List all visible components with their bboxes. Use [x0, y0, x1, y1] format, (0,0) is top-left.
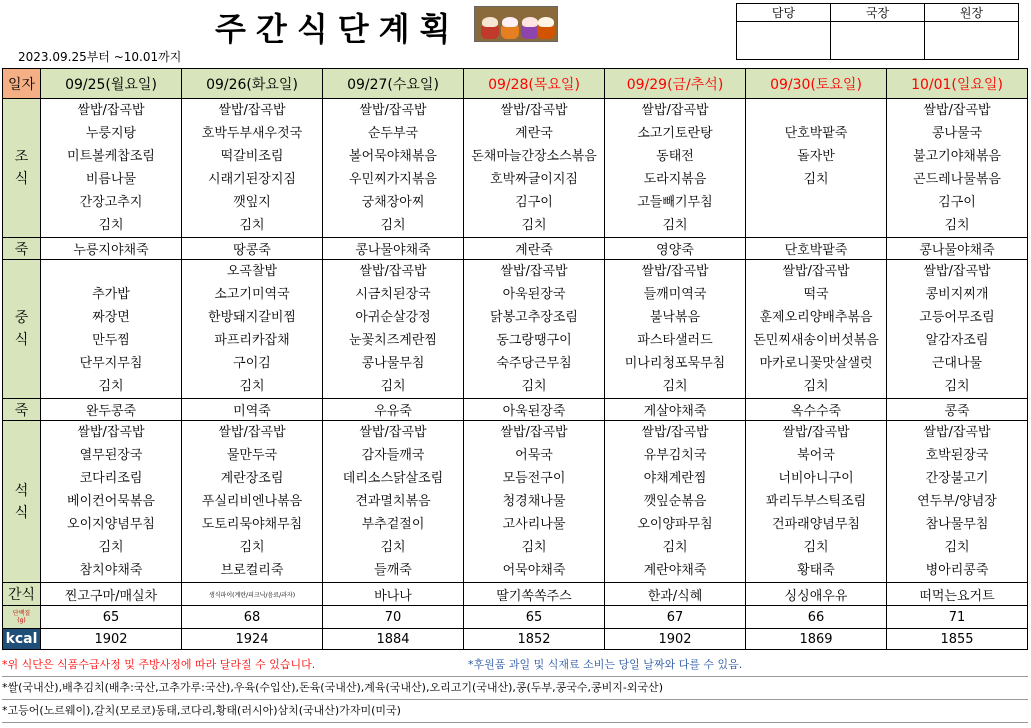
menu-item: 쌀밥/잡곡밥 [359, 425, 427, 440]
porridge-label: 죽 [3, 238, 41, 260]
menu-item: 참치야채죽 [79, 563, 143, 578]
menu-item: 쌀밥/잡곡밥 [500, 103, 568, 118]
menu-item: 김치 [239, 379, 265, 394]
menu-item: 소고기미역국 [214, 287, 290, 302]
day-header: 09/26(화요일) [182, 69, 323, 99]
lunch-cell [464, 260, 605, 399]
menu-item: 불낙볶음 [649, 310, 701, 325]
menu-item: 불고기야채볶음 [913, 149, 1001, 164]
menu-item: 쌀밥/잡곡밥 [77, 425, 145, 440]
approval-label: 담당 [737, 4, 831, 22]
menu-item: 쌀밥/잡곡밥 [359, 264, 427, 279]
note-row [2, 654, 1028, 677]
snack-cell: 생식파이(계란/피크닉/음료/과자) [182, 583, 323, 606]
menu-item: 김치 [98, 379, 124, 394]
dinner-cell [182, 421, 323, 583]
breakfast-label: 조 식 [3, 99, 41, 238]
dinner-cell [464, 421, 605, 583]
porridge-cell: 게살야채죽 [605, 399, 746, 421]
snack-cell: 찐고구마/매실차 [41, 583, 182, 606]
menu-item: 근대나물 [931, 356, 983, 371]
menu-item: 단호박팥죽 [784, 126, 848, 141]
menu-item: 떡국 [803, 287, 829, 302]
lunch-cell [41, 260, 182, 399]
protein-row [3, 606, 1028, 629]
menu-item: 떡갈비조림 [220, 149, 284, 164]
note-origin-fish: *고등어(노르웨이),갈치(모로코)동태,코다리,황태(러시아)삼치(국내산)가자미(미국) [2, 704, 401, 717]
porridge-cell: 미역죽 [182, 399, 323, 421]
menu-item: 닭봉고추장조림 [490, 310, 578, 325]
menu-item: 아귀순살강정 [355, 310, 431, 325]
menu-item: 푸실리비엔나볶음 [201, 494, 303, 509]
menu-item: 아욱된장국 [502, 287, 566, 302]
menu-item: 쌀밥/잡곡밥 [359, 103, 427, 118]
menu-item: 쌀밥/잡곡밥 [923, 103, 991, 118]
menu-item: 만두찜 [92, 333, 130, 348]
menu-item: 병아리콩죽 [925, 563, 989, 578]
menu-item: 김구이 [515, 195, 553, 210]
snack-cell: 싱싱애우유 [746, 583, 887, 606]
menu-item: 콩비지찌개 [925, 287, 989, 302]
note-row [2, 700, 1028, 723]
snack-cell: 떠먹는요거트 [887, 583, 1028, 606]
menu-item: 김치 [521, 218, 547, 233]
protein-cell: 70 [323, 606, 464, 629]
menu-item [746, 214, 886, 237]
porridge-cell: 아욱된장죽 [464, 399, 605, 421]
menu-item: 소고기토란탕 [637, 126, 713, 141]
signature-box[interactable] [737, 22, 831, 60]
date-range: 2023.09.25부터 ~10.01까지 [18, 50, 182, 64]
kcal-row [3, 629, 1028, 650]
menu-item: 깻잎지 [233, 195, 271, 210]
note-row [2, 677, 1028, 700]
menu-item: 김치 [521, 379, 547, 394]
porridge-row [3, 238, 1028, 260]
menu-item: 볼어묵야채볶음 [349, 149, 437, 164]
menu-item: 어묵국 [515, 448, 553, 463]
menu-item: 도토리묵야채무침 [201, 517, 303, 532]
menu-item: 짜장면 [92, 310, 130, 325]
lunch-row [3, 260, 1028, 399]
menu-item: 호박된장국 [925, 448, 989, 463]
menu-item: 김치 [662, 218, 688, 233]
day-header: 09/27(수요일) [323, 69, 464, 99]
menu-item: 간장고추지 [79, 195, 143, 210]
snack-label: 간식 [3, 583, 41, 606]
porridge-cell: 우유죽 [323, 399, 464, 421]
page-title: 주간식단계획 [215, 10, 461, 48]
breakfast-cell [182, 99, 323, 238]
menu-item: 물만두국 [226, 448, 278, 463]
dinner-cell [605, 421, 746, 583]
protein-cell: 66 [746, 606, 887, 629]
kcal-cell: 1924 [182, 629, 323, 650]
menu-item: 어묵야채죽 [502, 563, 566, 578]
menu-item: 구이김 [233, 356, 271, 371]
porridge-cell: 땅콩죽 [182, 238, 323, 260]
menu-item: 누룽지탕 [85, 126, 137, 141]
menu-item: 브로컬리죽 [220, 563, 284, 578]
signature-box[interactable] [925, 22, 1019, 60]
porridge-cell: 단호박팥죽 [746, 238, 887, 260]
kcal-label: kcal [3, 629, 41, 650]
menu-item: 쌀밥/잡곡밥 [641, 264, 709, 279]
menu-item: 비름나물 [85, 172, 137, 187]
porridge-row [3, 399, 1028, 421]
menu-item: 유부김치국 [643, 448, 707, 463]
porridge-cell: 옥수수죽 [746, 399, 887, 421]
protein-cell: 65 [41, 606, 182, 629]
porridge-cell: 완두콩죽 [41, 399, 182, 421]
menu-item: 단무지무침 [79, 356, 143, 371]
dinner-cell [41, 421, 182, 583]
menu-item [41, 260, 181, 283]
menu-item: 계란국 [515, 126, 553, 141]
menu-item: 콩나물국 [931, 126, 983, 141]
menu-item: 우민찌가지볶음 [349, 172, 437, 187]
menu-item: 김치 [944, 218, 970, 233]
menu-item: 김치 [944, 540, 970, 555]
menu-item: 호박두부새우젓국 [201, 126, 303, 141]
menu-item: 동그랑땡구이 [496, 333, 572, 348]
kcal-cell: 1902 [41, 629, 182, 650]
approval-label: 원장 [925, 4, 1019, 22]
porridge-cell: 계란죽 [464, 238, 605, 260]
header [0, 0, 1031, 68]
menu-item: 쌀밥/잡곡밥 [782, 264, 850, 279]
menu-item: 깻잎순볶음 [643, 494, 707, 509]
menu-item: 쌀밥/잡곡밥 [782, 425, 850, 440]
menu-item: 김치 [98, 218, 124, 233]
dinner-cell [323, 421, 464, 583]
menu-item: 오곡찰밥 [226, 264, 278, 279]
menu-item: 열무된장국 [79, 448, 143, 463]
breakfast-cell [41, 99, 182, 238]
menu-item: 동태전 [656, 149, 694, 164]
kcal-cell: 1852 [464, 629, 605, 650]
menu-item: 김치 [944, 379, 970, 394]
menu-item: 쌀밥/잡곡밥 [218, 103, 286, 118]
menu-item: 김치 [803, 172, 829, 187]
menu-item: 연두부/양념장 [917, 494, 997, 509]
porridge-label: 죽 [3, 399, 41, 421]
dinner-cell [746, 421, 887, 583]
lunch-label: 중 식 [3, 260, 41, 399]
menu-item: 김치 [98, 540, 124, 555]
menu-item: 쌀밥/잡곡밥 [77, 103, 145, 118]
menu-item: 감자들깨국 [361, 448, 425, 463]
menu-item: 김치 [803, 379, 829, 394]
menu-item: 돈민찌새송이버섯볶음 [753, 333, 879, 348]
menu-item: 황태죽 [797, 563, 835, 578]
menu-item: 쌀밥/잡곡밥 [641, 103, 709, 118]
menu-item: 호박짜글이지짐 [490, 172, 578, 187]
menu-item: 모듬전구이 [502, 471, 566, 486]
protein-cell: 68 [182, 606, 323, 629]
menu-item: 김치 [239, 540, 265, 555]
breakfast-row [3, 99, 1028, 238]
menu-item: 코다리조림 [79, 471, 143, 486]
menu-item: 김치 [662, 540, 688, 555]
menu-item: 한방돼지갈비찜 [208, 310, 296, 325]
protein-cell: 71 [887, 606, 1028, 629]
menu-item: 곤드레나물볶음 [913, 172, 1001, 187]
breakfast-cell [605, 99, 746, 238]
signature-box[interactable] [831, 22, 925, 60]
menu-item: 김치 [239, 218, 265, 233]
dinner-label: 석 식 [3, 421, 41, 583]
lunch-cell [182, 260, 323, 399]
menu-item: 미트볼케찹조림 [67, 149, 155, 164]
kcal-cell: 1869 [746, 629, 887, 650]
menu-item: 김치 [380, 540, 406, 555]
menu-item: 알감자조림 [925, 333, 989, 348]
menu-item: 콩나물무침 [361, 356, 425, 371]
day-header: 09/29(금/추석) [605, 69, 746, 99]
menu-item: 돈채마늘간장소스볶음 [471, 149, 597, 164]
porridge-cell: 영양죽 [605, 238, 746, 260]
note-disclaimer: *위 식단은 식품수급사정 및 주방사정에 따라 달라질 수 있습니다. [2, 658, 316, 671]
menu-item: 오이지양념무침 [67, 517, 155, 532]
menu-item: 눈꽃치즈계란찜 [349, 333, 437, 348]
snack-row [3, 583, 1028, 606]
lunch-cell [605, 260, 746, 399]
menu-item: 계란장조림 [220, 471, 284, 486]
menu-item: 참나물무침 [925, 517, 989, 532]
breakfast-cell [746, 99, 887, 238]
menu-item: 들깨미역국 [643, 287, 707, 302]
snack-cell: 딸기쏙쏙주스 [464, 583, 605, 606]
menu-item: 돌자반 [797, 149, 835, 164]
porridge-cell: 누릉지야채죽 [41, 238, 182, 260]
dinner-row [3, 421, 1028, 583]
dinner-cell [887, 421, 1028, 583]
snack-cell: 한과/식혜 [605, 583, 746, 606]
menu-item: 파프리카잡채 [214, 333, 290, 348]
menu-item: 야채계란찜 [643, 471, 707, 486]
porridge-cell: 콩나물야채죽 [323, 238, 464, 260]
menu-item: 너비아니구이 [778, 471, 854, 486]
menu-item: 꽈리두부스틱조림 [765, 494, 867, 509]
menu-item [746, 191, 886, 214]
breakfast-cell [464, 99, 605, 238]
menu-item: 고들빼기무침 [637, 195, 713, 210]
menu-item: 훈제오리양배추볶음 [759, 310, 873, 325]
day-header: 09/30(토요일) [746, 69, 887, 99]
lunch-cell [323, 260, 464, 399]
header-row [3, 69, 1028, 99]
kcal-cell: 1884 [323, 629, 464, 650]
menu-item: 계란야채죽 [643, 563, 707, 578]
menu-item: 들깨죽 [374, 563, 412, 578]
menu-item: 고등어무조림 [919, 310, 995, 325]
menu-item: 견과멸치볶음 [355, 494, 431, 509]
menu-item: 쌀밥/잡곡밥 [500, 264, 568, 279]
menu-item: 데리소스닭살조림 [342, 471, 444, 486]
note-origin: *쌀(국내산),배추김치(배추:국산,고추가루:국산),우육(수입산),돈육(국내산),계육(국내산),오리고기(국내산),콩(두부,콩국수,콩비지-외국산) [2, 681, 663, 694]
approval-table [736, 3, 1019, 60]
menu-item: 쌀밥/잡곡밥 [923, 425, 991, 440]
menu-item: 순두부국 [367, 126, 419, 141]
protein-cell: 65 [464, 606, 605, 629]
lunch-cell [746, 260, 887, 399]
menu-item: 시금치된장국 [355, 287, 431, 302]
menu-item: 궁채장아찌 [361, 195, 425, 210]
cupcake-image [474, 6, 558, 42]
porridge-cell: 콩나물야채죽 [887, 238, 1028, 260]
menu-item: 김치 [380, 379, 406, 394]
menu-item: 김치 [662, 379, 688, 394]
day-header: 10/01(일요일) [887, 69, 1028, 99]
menu-item: 시래기된장지짐 [208, 172, 296, 187]
menu-item: 베이컨어묵볶음 [67, 494, 155, 509]
note-donation: *후원품 과일 및 식재료 소비는 당일 날짜와 다를 수 있음. [468, 658, 743, 671]
menu-item: 청경채나물 [502, 494, 566, 509]
menu-item: 부추겉절이 [361, 517, 425, 532]
menu-item: 숙주당근무침 [496, 356, 572, 371]
menu-item: 쌀밥/잡곡밥 [923, 264, 991, 279]
notes [2, 654, 1028, 723]
menu-item: 쌀밥/잡곡밥 [500, 425, 568, 440]
menu-item: 간장불고기 [925, 471, 989, 486]
menu-item: 도라지볶음 [643, 172, 707, 187]
menu-item: 쌀밥/잡곡밥 [641, 425, 709, 440]
menu-item: 건파래양념무침 [772, 517, 860, 532]
menu-item: 고사리나물 [502, 517, 566, 532]
kcal-cell: 1902 [605, 629, 746, 650]
approval-label: 국장 [831, 4, 925, 22]
porridge-cell: 콩죽 [887, 399, 1028, 421]
menu-item: 오이양파무침 [637, 517, 713, 532]
day-header: 09/28(목요일) [464, 69, 605, 99]
menu-item: 김치 [521, 540, 547, 555]
breakfast-cell [323, 99, 464, 238]
menu-item: 파스타샐러드 [637, 333, 713, 348]
protein-label: 단백질 (g) [3, 606, 41, 629]
menu-item: 미나리청포묵무침 [624, 356, 726, 371]
menu-item: 김구이 [938, 195, 976, 210]
day-header: 09/25(월요일) [41, 69, 182, 99]
menu-item [746, 99, 886, 122]
menu-item: 쌀밥/잡곡밥 [218, 425, 286, 440]
menu-item: 김치 [803, 540, 829, 555]
menu-item: 북어국 [797, 448, 835, 463]
menu-item: 추가밥 [92, 287, 130, 302]
meal-plan-table [2, 68, 1028, 650]
breakfast-cell [887, 99, 1028, 238]
menu-item: 마카로니꽃맛살샐럿 [759, 356, 873, 371]
menu-item: 김치 [380, 218, 406, 233]
protein-cell: 67 [605, 606, 746, 629]
lunch-cell [887, 260, 1028, 399]
date-label: 일자 [3, 69, 41, 99]
kcal-cell: 1855 [887, 629, 1028, 650]
snack-cell: 바나나 [323, 583, 464, 606]
